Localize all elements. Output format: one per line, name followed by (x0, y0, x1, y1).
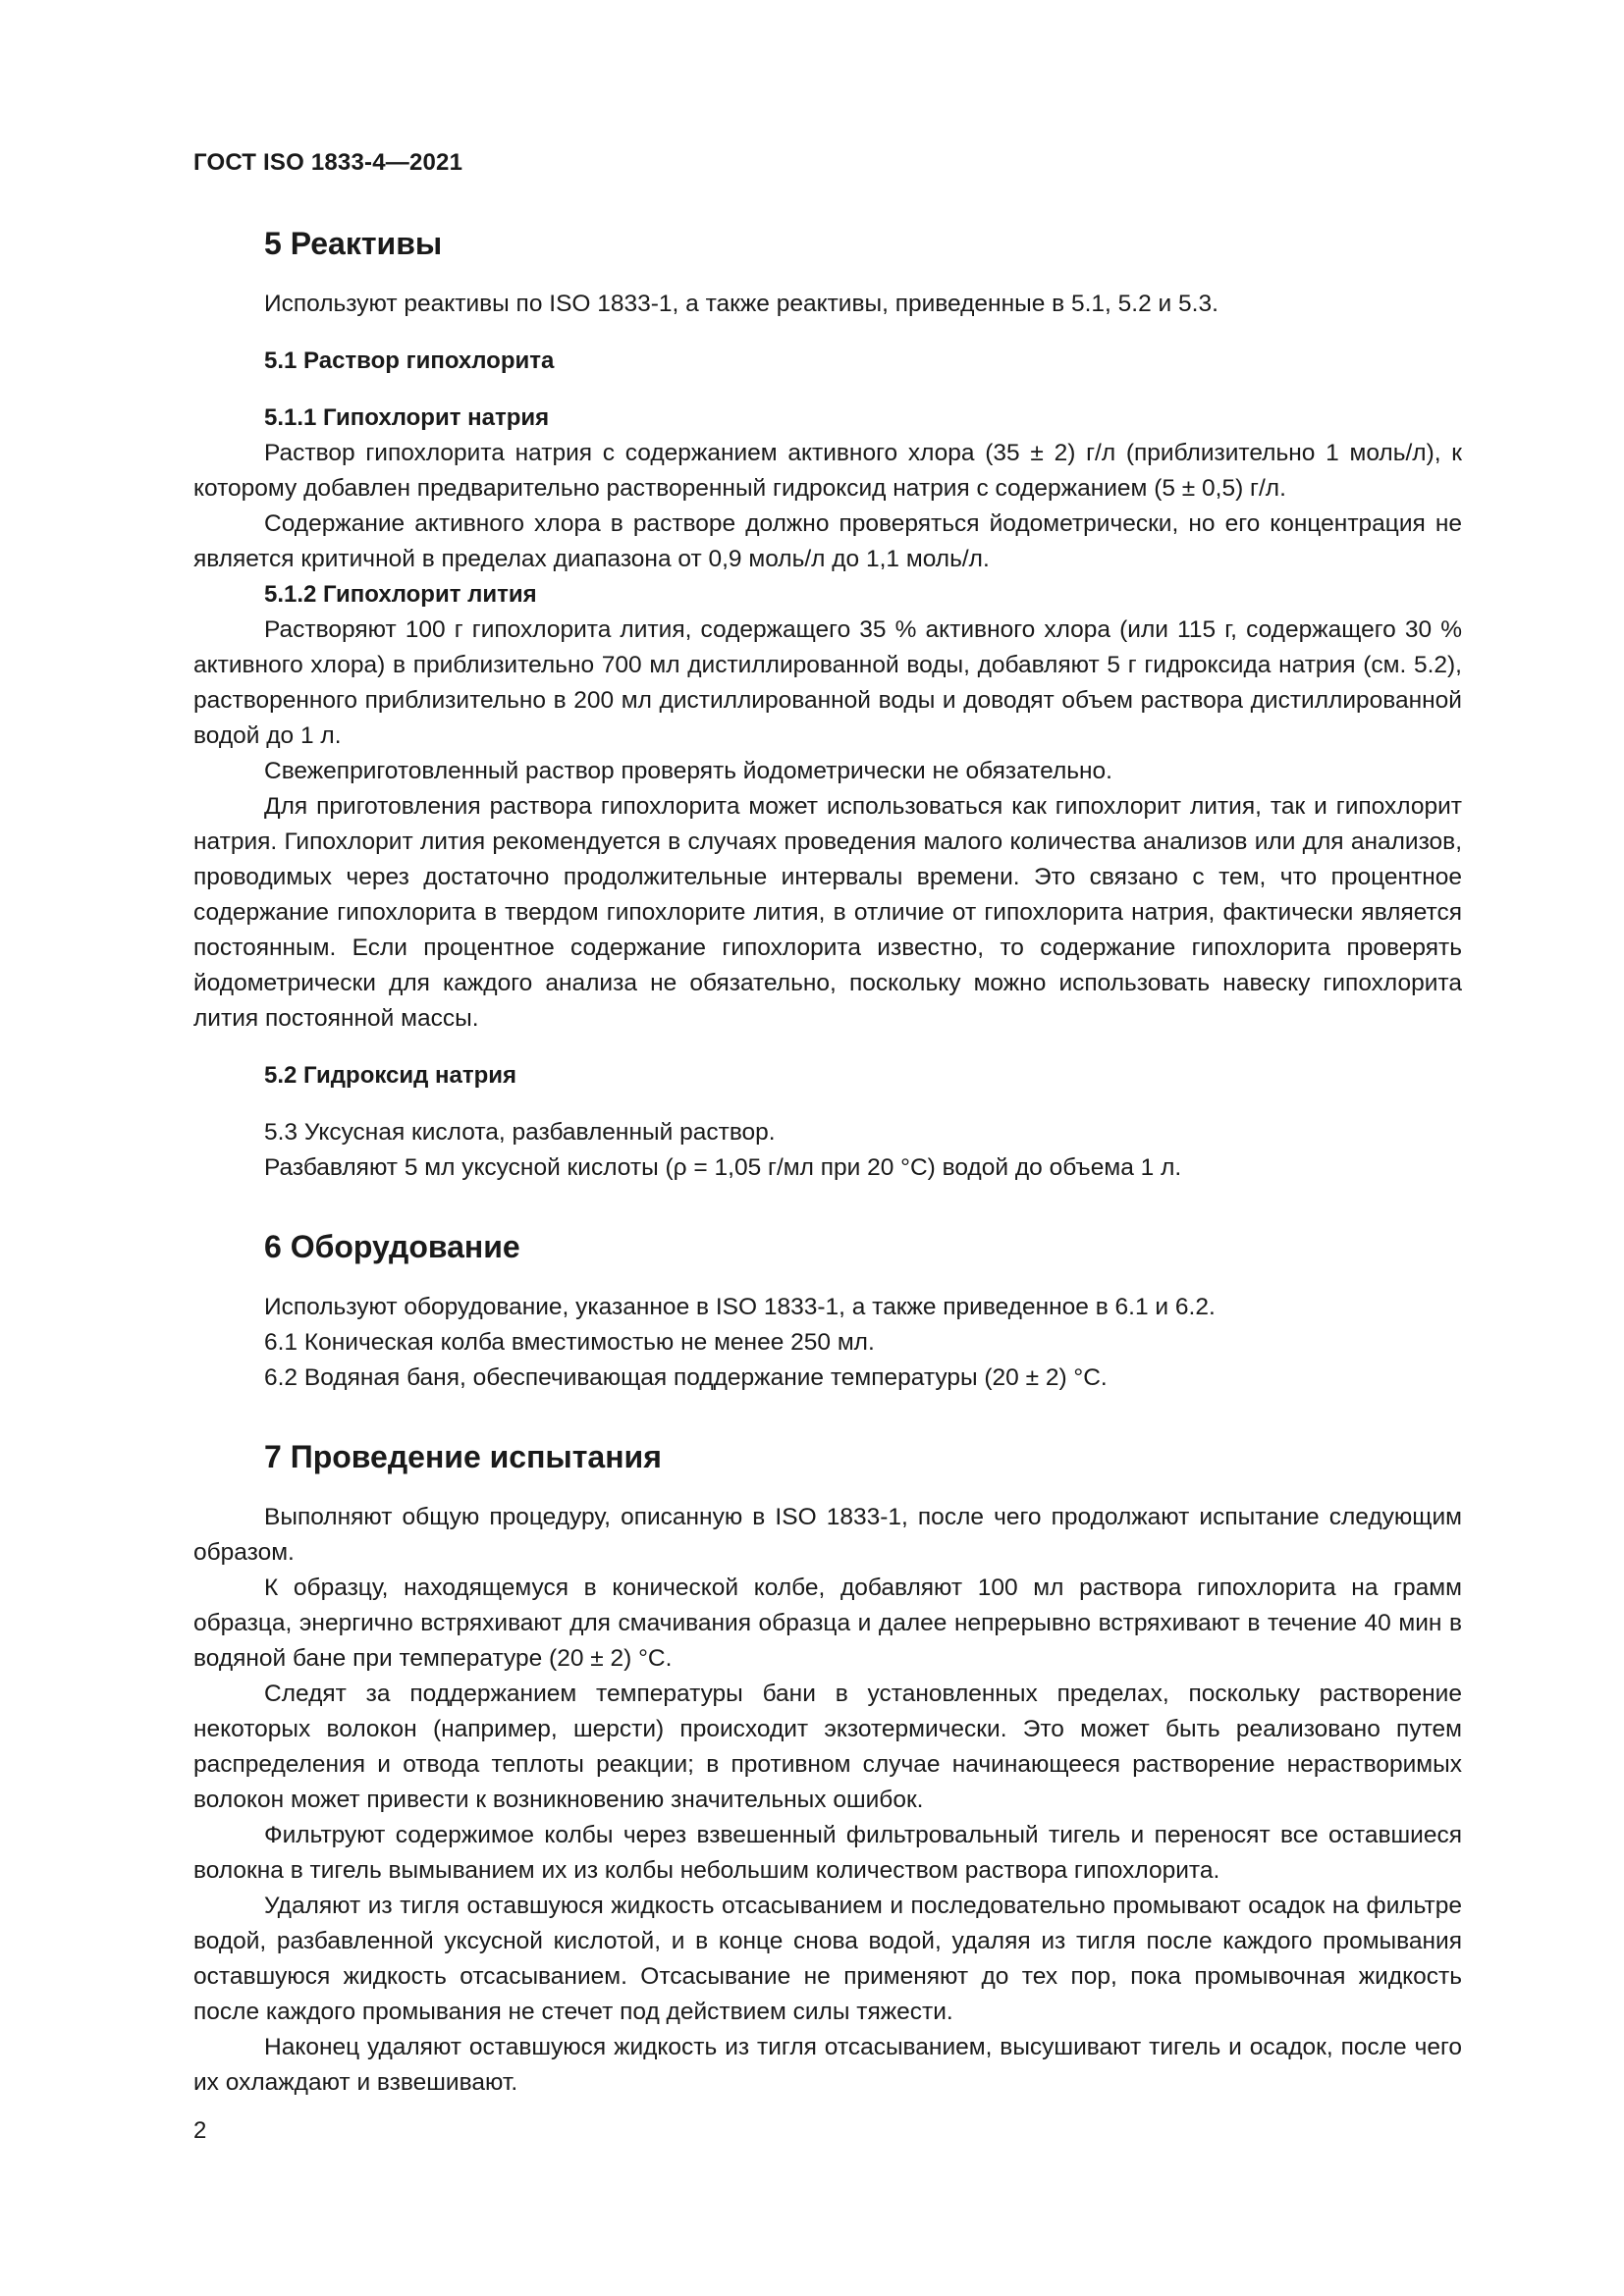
section-5-1-2-paragraph-2: Свежеприготовленный раствор проверять йодометрически не обязательно. (264, 758, 1112, 784)
section-6-intro: Используют оборудование, указанное в ISO 1833-1, а также приведенное в 6.1 и 6.2. (264, 1294, 1216, 1320)
section-5-1-2-title: 5.1.2 Гипохлорит лития (264, 581, 537, 608)
section-5-2-title: 5.2 Гидроксид натрия (264, 1062, 517, 1089)
section-5-1-1-paragraph-1: Раствор гипохлорита натрия с содержанием активного хлора (35 ± 2) г/л (приблизительно 1 моль/л), к которому добавлен предварительно растворенный гидроксид натрия с содержанием (5 ± 0,5) г/л. (193, 440, 1462, 502)
section-5-3-line: 5.3 Уксусная кислота, разбавленный раствор. (264, 1119, 776, 1146)
section-7-paragraph-1: Выполняют общую процедуру, описанную в ISO 1833-1, после чего продолжают испытание следующим образом. (193, 1504, 1462, 1566)
section-5-1-title: 5.1 Раствор гипохлорита (264, 347, 555, 374)
section-6-2: 6.2 Водяная баня, обеспечивающая поддержание температуры (20 ± 2) °С. (264, 1364, 1108, 1391)
section-5-title: 5 Реактивы (264, 226, 443, 261)
section-5-1-2-paragraph-3: Для приготовления раствора гипохлорита может использоваться как гипохлорит лития, так и гипохлорит натрия. Гипохлорит лития рекомендуется в случаях проведения малого количества анализов или для анализов, проводимых через достаточно продолжительные интервалы времени. Это связано с тем, что процентное содержание гипохлорита в твердом гипохлорите лития, в отличие от гипохлорита натрия, фактически является постоянным. Если процентное содержание гипохлорита известно, то содержание гипохлорита проверять йодометрически для каждого анализа не обязательно, поскольку можно использовать навеску гипохлорита лития постоянной массы. (193, 793, 1462, 1032)
section-5-intro: Используют реактивы по ISO 1833-1, а также реактивы, приведенные в 5.1, 5.2 и 5.3. (264, 291, 1218, 317)
section-5-1-1-paragraph-2: Содержание активного хлора в растворе должно проверяться йодометрически, но его концентрация не является критичной в пределах диапазона от 0,9 моль/л до 1,1 моль/л. (193, 510, 1462, 572)
section-7-paragraph-5: Удаляют из тигля оставшуюся жидкость отсасыванием и последовательно промывают осадок на фильтре водой, разбавленной уксусной кислотой, и в конце снова водой, удаляя из тигля после каждого промывания оставшуюся жидкость отсасыванием. Отсасывание не применяют до тех пор, пока промывочная жидкость после каждого промывания не стечет под действием силы тяжести. (193, 1893, 1462, 2025)
page-number: 2 (193, 2117, 207, 2144)
running-header: ГОСТ ISO 1833-4—2021 (193, 149, 463, 176)
section-5-1-1-title: 5.1.1 Гипохлорит натрия (264, 404, 550, 431)
section-6-title: 6 Оборудование (264, 1229, 520, 1264)
page-content (193, 222, 1462, 2101)
section-7-title: 7 Проведение испытания (264, 1439, 662, 1474)
section-7-paragraph-2: К образцу, находящемуся в конической колбе, добавляют 100 мл раствора гипохлорита на грамм образца, энергично встряхивают для смачивания образца и далее непрерывно встряхивают в течение 40 мин в водяной бане при температуре (20 ± 2) °С. (193, 1575, 1462, 1672)
section-6-1: 6.1 Коническая колба вместимостью не менее 250 мл. (264, 1329, 875, 1356)
section-7-paragraph-6: Наконец удаляют оставшуюся жидкость из тигля отсасыванием, высушивают тигель и осадок, после чего их охлаждают и взвешивают. (193, 2034, 1462, 2096)
section-7-paragraph-3: Следят за поддержанием температуры бани в установленных пределах, поскольку растворение некоторых волокон (например, шерсти) происходит экзотермически. Это может быть реализовано путем распределения и отвода теплоты реакции; в противном случае начинающееся растворение нерастворимых волокон может привести к возникновению значительных ошибок. (193, 1681, 1462, 1813)
section-5-1-2-paragraph-1: Растворяют 100 г гипохлорита лития, содержащего 35 % активного хлора (или 115 г, содержащего 30 % активного хлора) в приблизительно 700 мл дистиллированной воды, добавляют 5 г гидроксида натрия (см. 5.2), растворенного приблизительно в 200 мл дистиллированной воды и доводят объем раствора дистиллированной водой до 1 л. (193, 616, 1462, 749)
section-5-3-paragraph: Разбавляют 5 мл уксусной кислоты (ρ = 1,05 г/мл при 20 °С) водой до объема 1 л. (264, 1154, 1182, 1181)
section-7-paragraph-4: Фильтруют содержимое колбы через взвешенный фильтровальный тигель и переносят все оставшиеся волокна в тигель вымыванием их из колбы небольшим количеством раствора гипохлорита. (193, 1822, 1462, 1884)
